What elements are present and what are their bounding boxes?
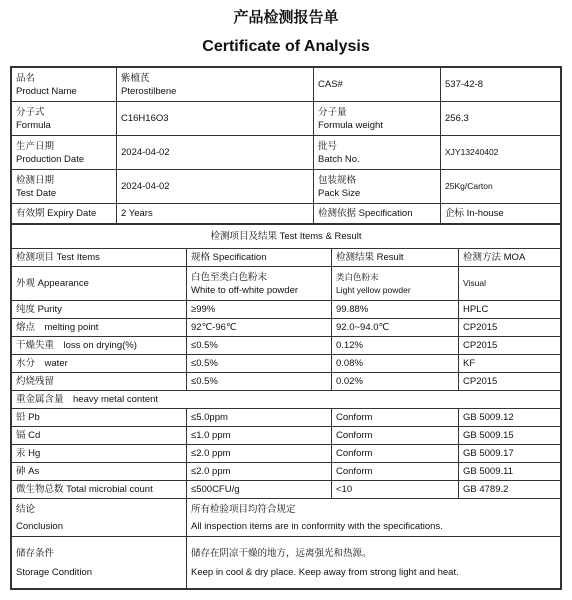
result-cell: <10 bbox=[332, 481, 459, 499]
moa-cell: HPLC bbox=[459, 301, 561, 319]
result-row bbox=[12, 301, 561, 319]
value-cell: 25Kg/Carton bbox=[441, 170, 561, 204]
value-cell: 2024-04-02 bbox=[117, 170, 314, 204]
moa-cell: GB 5009.11 bbox=[459, 463, 561, 481]
value-cell: 2024-04-02 bbox=[117, 136, 314, 170]
spec-cell: ≤0.5% bbox=[187, 355, 332, 373]
label-cell: 检测依据 Specification bbox=[314, 204, 441, 224]
result-cell: 0.12% bbox=[332, 337, 459, 355]
result-cell: Conform bbox=[332, 463, 459, 481]
spec-cell: ≤2.0 ppm bbox=[187, 445, 332, 463]
moa-cell: CP2015 bbox=[459, 319, 561, 337]
spec-cell: ≥99% bbox=[187, 301, 332, 319]
storage-text: 储存在阴凉干燥的地方，远离强光和热源。 Keep in cool & dry place. Keep away from strong light and heat. bbox=[187, 537, 561, 589]
coa-sheet bbox=[10, 66, 562, 590]
item-cell: 微生物总数 Total microbial count bbox=[12, 481, 187, 499]
moa-cell: GB 4789.2 bbox=[459, 481, 561, 499]
info-row bbox=[12, 102, 561, 136]
item-cell: 灼烧残留 bbox=[12, 373, 187, 391]
moa-cell: CP2015 bbox=[459, 373, 561, 391]
label-cell: 有效期 Expiry Date bbox=[12, 204, 117, 224]
value-cell: XJY13240402 bbox=[441, 136, 561, 170]
heavy-metal-title: 重金属含量 heavy metal content bbox=[12, 391, 561, 409]
info-row bbox=[12, 204, 561, 224]
value-cell: C16H16O3 bbox=[117, 102, 314, 136]
label-cell: 分子量 Formula weight bbox=[314, 102, 441, 136]
label-cell: 分子式 Formula bbox=[12, 102, 117, 136]
metal-row bbox=[12, 409, 561, 427]
metal-row bbox=[12, 481, 561, 499]
item-cell: 汞 Hg bbox=[12, 445, 187, 463]
header-cell: 检测结果 Result bbox=[332, 249, 459, 267]
result-cell: 99.88% bbox=[332, 301, 459, 319]
metal-row bbox=[12, 427, 561, 445]
label-cell: 生产日期 Production Date bbox=[12, 136, 117, 170]
spec-cell: ≤0.5% bbox=[187, 337, 332, 355]
item-cell: 铅 Pb bbox=[12, 409, 187, 427]
metal-row bbox=[12, 463, 561, 481]
conclusion-text: 所有检验项目均符合规定 All inspection items are in conformity with the specifications. bbox=[187, 499, 561, 537]
item-cell: 砷 As bbox=[12, 463, 187, 481]
result-cell: 类白色粉末 Light yellow powder bbox=[332, 267, 459, 301]
result-cell: 92.0~94.0℃ bbox=[332, 319, 459, 337]
moa-cell: CP2015 bbox=[459, 337, 561, 355]
item-cell: 镉 Cd bbox=[12, 427, 187, 445]
value-cell: 256.3 bbox=[441, 102, 561, 136]
header-cell: 检测项目 Test Items bbox=[12, 249, 187, 267]
result-cell: Conform bbox=[332, 445, 459, 463]
item-cell: 熔点 melting point bbox=[12, 319, 187, 337]
storage-label: 储存条件 Storage Condition bbox=[12, 537, 187, 589]
spec-cell: ≤1.0 ppm bbox=[187, 427, 332, 445]
result-row bbox=[12, 373, 561, 391]
label-cell: 包装规格 Pack Size bbox=[314, 170, 441, 204]
value-cell: 紫檀芪 Pterostilbene bbox=[117, 68, 314, 102]
result-row bbox=[12, 267, 561, 301]
label-cell: 批号 Batch No. bbox=[314, 136, 441, 170]
result-cell: Conform bbox=[332, 409, 459, 427]
section-title: 检测项目及结果 Test Items & Result bbox=[12, 225, 561, 249]
header-cell: 规格 Specification bbox=[187, 249, 332, 267]
heavy-metal-title-row bbox=[12, 391, 561, 409]
spec-cell: 92℃-96℃ bbox=[187, 319, 332, 337]
result-row bbox=[12, 355, 561, 373]
conclusion-row bbox=[12, 499, 561, 537]
item-cell: 干燥失重 loss on drying(%) bbox=[12, 337, 187, 355]
result-cell: Conform bbox=[332, 427, 459, 445]
storage-row bbox=[12, 537, 561, 589]
result-cell: 0.08% bbox=[332, 355, 459, 373]
item-cell: 水分 water bbox=[12, 355, 187, 373]
label-cell: 品名 Product Name bbox=[12, 68, 117, 102]
moa-cell: GB 5009.17 bbox=[459, 445, 561, 463]
header-cell: 检测方法 MOA bbox=[459, 249, 561, 267]
info-table bbox=[11, 67, 561, 224]
value-cell: 2 Years bbox=[117, 204, 314, 224]
conclusion-label: 结论 Conclusion bbox=[12, 499, 187, 537]
section-title-row bbox=[12, 225, 561, 249]
header-row bbox=[12, 249, 561, 267]
value-cell: 537-42-8 bbox=[441, 68, 561, 102]
spec-cell: ≤5.0ppm bbox=[187, 409, 332, 427]
result-row bbox=[12, 337, 561, 355]
spec-cell: 白色至类白色粉末 White to off-white powder bbox=[187, 267, 332, 301]
spec-cell: ≤0.5% bbox=[187, 373, 332, 391]
spec-cell: ≤500CFU/g bbox=[187, 481, 332, 499]
metal-row bbox=[12, 445, 561, 463]
label-cell: 检测日期 Test Date bbox=[12, 170, 117, 204]
info-row bbox=[12, 170, 561, 204]
spec-cell: ≤2.0 ppm bbox=[187, 463, 332, 481]
moa-cell: KF bbox=[459, 355, 561, 373]
item-cell: 外观 Appearance bbox=[12, 267, 187, 301]
result-row bbox=[12, 319, 561, 337]
info-row bbox=[12, 136, 561, 170]
item-cell: 纯度 Purity bbox=[12, 301, 187, 319]
moa-cell: Visual bbox=[459, 267, 561, 301]
value-cell: 企标 In-house bbox=[441, 204, 561, 224]
info-row bbox=[12, 68, 561, 102]
label-cell: CAS# bbox=[314, 68, 441, 102]
document-title-cn: 产品检测报告单 bbox=[233, 8, 339, 26]
results-table bbox=[11, 224, 561, 589]
document-title-en: Certificate of Analysis bbox=[202, 38, 370, 55]
result-cell: 0.02% bbox=[332, 373, 459, 391]
moa-cell: GB 5009.15 bbox=[459, 427, 561, 445]
moa-cell: GB 5009.12 bbox=[459, 409, 561, 427]
